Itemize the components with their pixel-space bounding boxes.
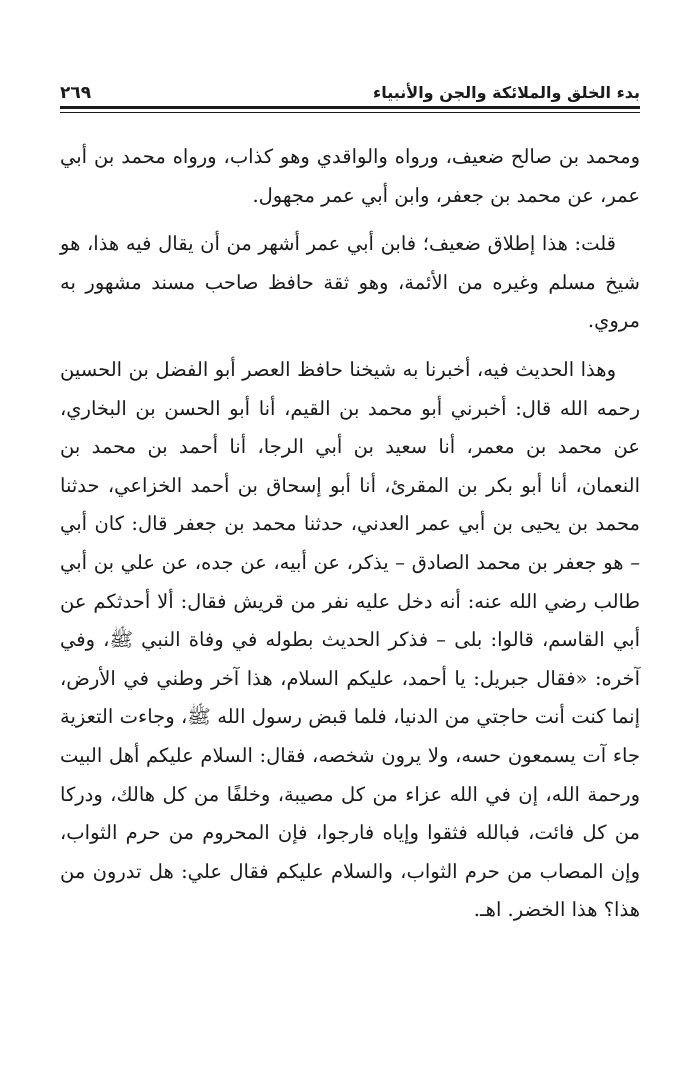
page-header [60,70,640,104]
header-rule-thin [60,112,640,113]
paragraph-3: وهذا الحديث فيه، أخبرنا به شيخنا حافظ العصر أبو الفضل بن الحسين رحمه الله قال: أخبرني أبو محمد بن القيم، أنا أبو الحسن بن البخاري، عن محمد بن معمر، أنا سعيد بن أبي الرجا، أنا أحمد بن محمد بن النعمان، أنا أبو بكر بن المقرئ، أنا أبو إسحاق بن أحمد الخزاعي، حدثنا محمد بن يحيى بن أبي عمر العدني، حدثنا محمد بن جعفر قال: كان أبي – هو جعفر بن محمد الصادق – يذكر، عن أبيه، عن جده، عن علي بن أبي طالب رضي الله عنه: أنه دخل عليه نفر من قريش فقال: ألا أحدثكم عن أبي القاسم، قالوا: بلى – فذكر الحديث بطوله في وفاة النبي ﷺ، وفي آخره: «فقال جبريل: يا أحمد، عليكم السلام، هذا آخر وطني في الأرض، إنما كنت أنت حاجتي من الدنيا، فلما قبض رسول الله ﷺ، وجاءت التعزية جاء آت يسمعون حسه، ولا يرون شخصه، فقال: السلام عليكم أهل البيت ورحمة الله، إن في الله عزاء من كل مصيبة، وخلفًا من كل هالك، ودركا من كل فائت، فبالله فثقوا وإياه فارجوا، فإن المحروم من حرم الثواب، وإن المصاب من حرم الثواب، والسلام عليكم فقال علي: هل تدرون من هذا؟ هذا الخضر. اهـ. [60,357,640,922]
paragraph-1: ومحمد بن صالح ضعيف، ورواه والواقدي وهو كذاب، ورواه محمد بن أبي عمر، عن محمد بن جعفر، وابن أبي عمر مجهول. [60,145,640,207]
page-number: ٢٦٩ [60,83,92,103]
running-title: بدء الخلق والملائكة والجن والأنبياء [373,83,640,102]
header-rule-thick [60,106,640,109]
body-text [60,138,640,930]
paragraph-2: قلت: هذا إطلاق ضعيف؛ فابن أبي عمر أشهر من أن يقال فيه هذا، هو شيخ مسلم وغيره من الأئمة، وهو ثقة حافظ صاحب مسند مشهور به مروي. [60,232,640,333]
